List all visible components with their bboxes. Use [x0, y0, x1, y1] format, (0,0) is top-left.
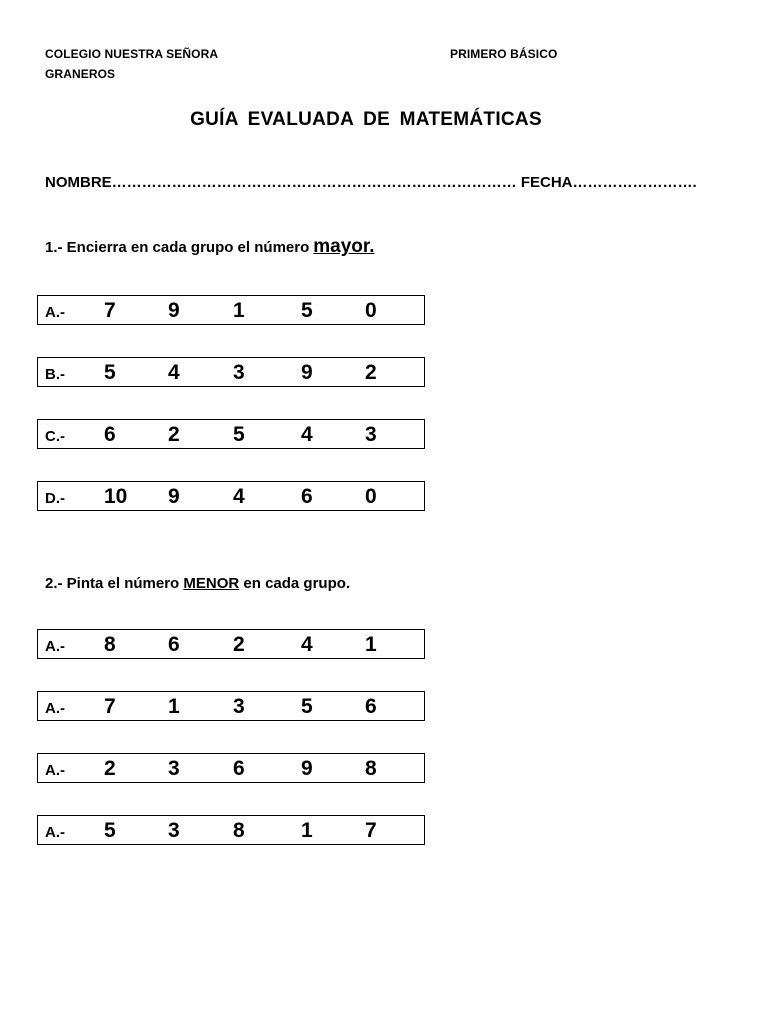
- number-group-box: [37, 815, 425, 845]
- number-group-box: [37, 629, 425, 659]
- group-label: B.-: [45, 366, 65, 383]
- school-city: GRANEROS: [45, 67, 116, 81]
- group-number[interactable]: 10: [104, 485, 128, 508]
- group-number[interactable]: 5: [104, 361, 116, 384]
- group-number[interactable]: 8: [233, 819, 245, 842]
- group-number[interactable]: 1: [233, 299, 245, 322]
- group-number[interactable]: 2: [168, 423, 180, 446]
- worksheet-title: GUÍA EVALUADA DE MATEMÁTICAS: [190, 109, 542, 130]
- group-number[interactable]: 9: [168, 299, 180, 322]
- group-number[interactable]: 0: [365, 485, 377, 508]
- number-group-box: [37, 691, 425, 721]
- group-number[interactable]: 9: [168, 485, 180, 508]
- group-number[interactable]: 3: [233, 361, 245, 384]
- group-label: D.-: [45, 490, 65, 507]
- group-label: A.-: [45, 824, 65, 841]
- group-number[interactable]: 3: [168, 819, 180, 842]
- group-number[interactable]: 6: [301, 485, 313, 508]
- group-number[interactable]: 2: [365, 361, 377, 384]
- group-number[interactable]: 5: [104, 819, 116, 842]
- question-2-text-before: 2.- Pinta el número: [45, 575, 180, 592]
- question-1: [45, 236, 375, 258]
- group-number[interactable]: 7: [104, 299, 116, 322]
- group-number[interactable]: 4: [233, 485, 245, 508]
- group-number[interactable]: 4: [301, 423, 313, 446]
- group-label: A.-: [45, 700, 65, 717]
- group-number[interactable]: 5: [233, 423, 245, 446]
- number-group-box: [37, 357, 425, 387]
- group-number[interactable]: 0: [365, 299, 377, 322]
- number-group-box: [37, 753, 425, 783]
- group-number[interactable]: 3: [168, 757, 180, 780]
- group-number[interactable]: 1: [365, 633, 377, 656]
- group-number[interactable]: 6: [168, 633, 180, 656]
- school-name: COLEGIO NUESTRA SEÑORA: [45, 47, 219, 61]
- group-label: A.-: [45, 304, 65, 321]
- question-1-text: 1.- Encierra en cada grupo el número: [45, 239, 310, 256]
- group-number[interactable]: 8: [365, 757, 377, 780]
- group-label: C.-: [45, 428, 65, 445]
- name-date-line: NOMBRE……………………………………………………………………… FECHA…………………….: [45, 174, 697, 191]
- group-number[interactable]: 5: [301, 695, 313, 718]
- group-label: A.-: [45, 762, 65, 779]
- group-label: A.-: [45, 638, 65, 655]
- group-number[interactable]: 3: [233, 695, 245, 718]
- question-1-keyword: mayor.: [313, 236, 375, 257]
- question-2-text-after: en cada grupo.: [243, 575, 351, 592]
- group-number[interactable]: 4: [168, 361, 180, 384]
- group-number[interactable]: 6: [233, 757, 245, 780]
- group-number[interactable]: 8: [104, 633, 116, 656]
- group-number[interactable]: 7: [365, 819, 377, 842]
- group-number[interactable]: 3: [365, 423, 377, 446]
- number-group-box: [37, 419, 425, 449]
- group-number[interactable]: 1: [168, 695, 180, 718]
- group-number[interactable]: 1: [301, 819, 313, 842]
- group-number[interactable]: 5: [301, 299, 313, 322]
- number-group-box: [37, 295, 425, 325]
- group-number[interactable]: 9: [301, 757, 313, 780]
- question-2-keyword: MENOR: [183, 575, 240, 592]
- number-group-box: [37, 481, 425, 511]
- grade-level: PRIMERO BÁSICO: [450, 47, 558, 61]
- group-number[interactable]: 9: [301, 361, 313, 384]
- group-number[interactable]: 2: [233, 633, 245, 656]
- group-number[interactable]: 4: [301, 633, 313, 656]
- group-number[interactable]: 6: [365, 695, 377, 718]
- group-number[interactable]: 7: [104, 695, 116, 718]
- question-2: [45, 575, 350, 592]
- group-number[interactable]: 2: [104, 757, 116, 780]
- group-number[interactable]: 6: [104, 423, 116, 446]
